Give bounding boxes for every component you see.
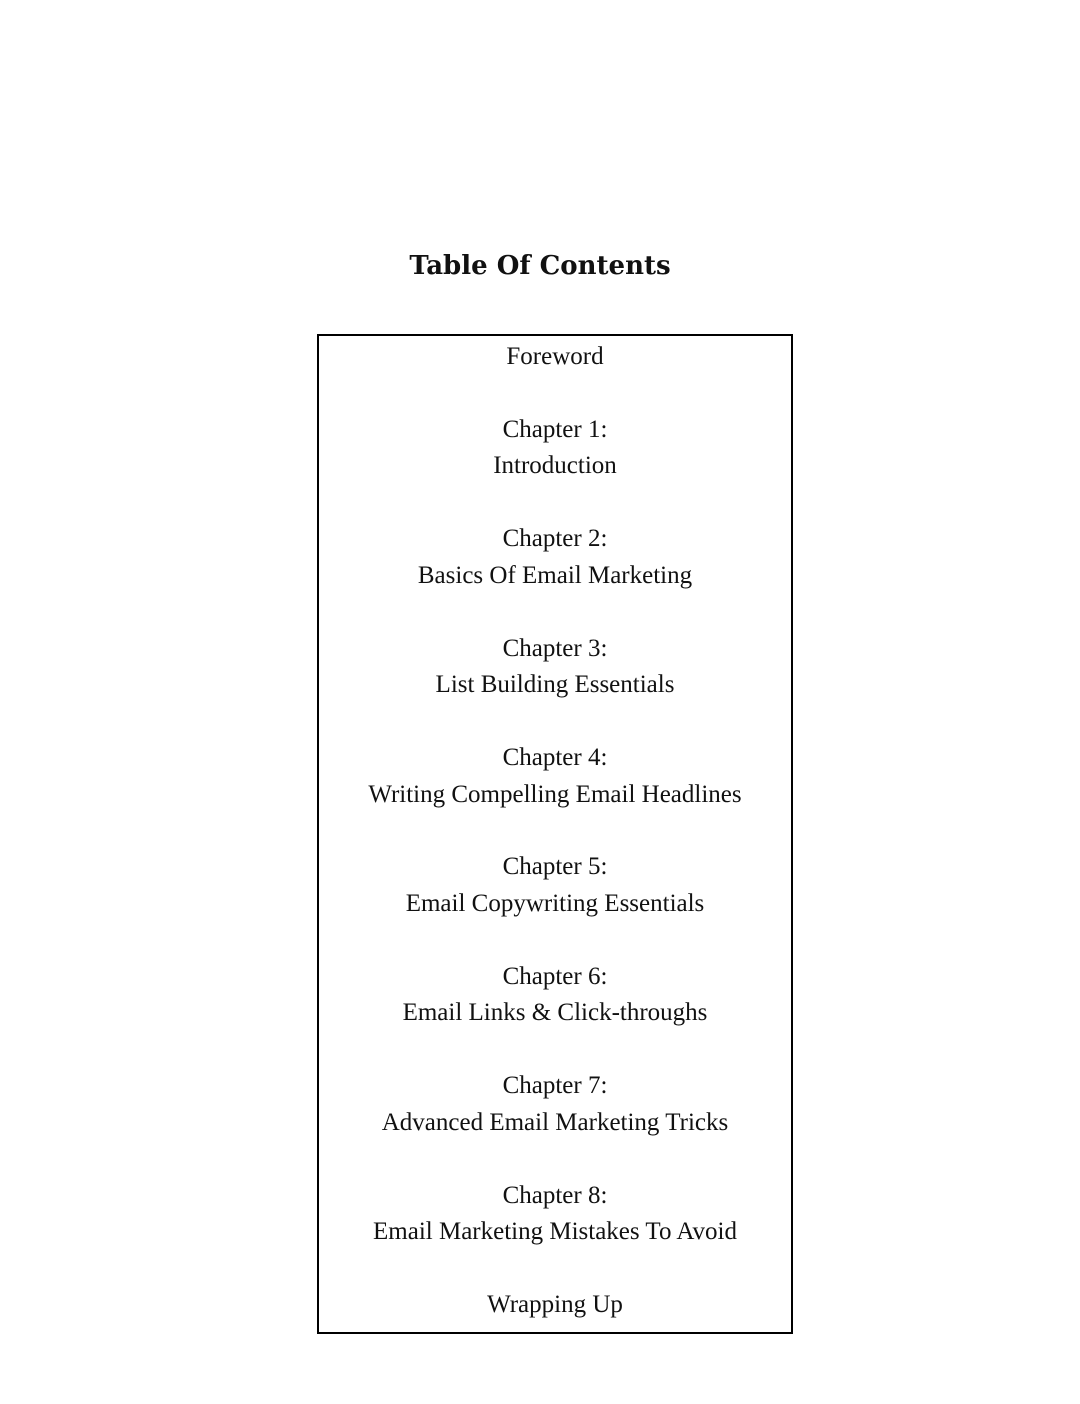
toc-entry-chapter-2 [319,521,791,594]
toc-foreword-label: Foreword [506,343,604,370]
page-title: Table Of Contents [409,251,671,281]
chapter-number: Chapter 8: [502,1181,608,1209]
chapter-number: Chapter 7: [502,1072,608,1100]
chapter-title: Email Copywriting Essentials [405,890,705,918]
chapter-title: Writing Compelling Email Headlines [368,780,742,808]
toc-entry-chapter-7 [319,1068,791,1141]
chapter-title: Introduction [493,452,617,480]
toc-entry-chapter-5 [319,849,791,922]
table-of-contents-box [317,334,793,1334]
toc-closing-label: Wrapping Up [487,1290,623,1318]
chapter-number: Chapter 4: [502,743,608,771]
toc-entry-chapter-3 [319,631,791,704]
chapter-title: Basics Of Email Marketing [417,561,693,589]
chapter-title: Advanced Email Marketing Tricks [381,1108,729,1136]
toc-entry-chapter-4 [319,740,791,813]
toc-entry-chapter-1 [319,412,791,485]
chapter-title: List Building Essentials [435,671,675,699]
toc-entry-chapter-8 [319,1178,791,1251]
chapter-number: Chapter 1: [502,415,608,443]
toc-entry-foreword [319,339,791,376]
toc-entry-chapter-6 [319,959,791,1032]
chapter-title: Email Links & Click-throughs [402,999,708,1027]
toc-list [319,336,791,1324]
chapter-title: Email Marketing Mistakes To Avoid [373,1218,737,1246]
chapter-number: Chapter 5: [502,853,608,881]
chapter-number: Chapter 6: [502,962,608,990]
chapter-number: Chapter 3: [502,634,608,662]
chapter-number: Chapter 2: [502,525,608,553]
toc-entry-wrapping-up [319,1287,791,1324]
